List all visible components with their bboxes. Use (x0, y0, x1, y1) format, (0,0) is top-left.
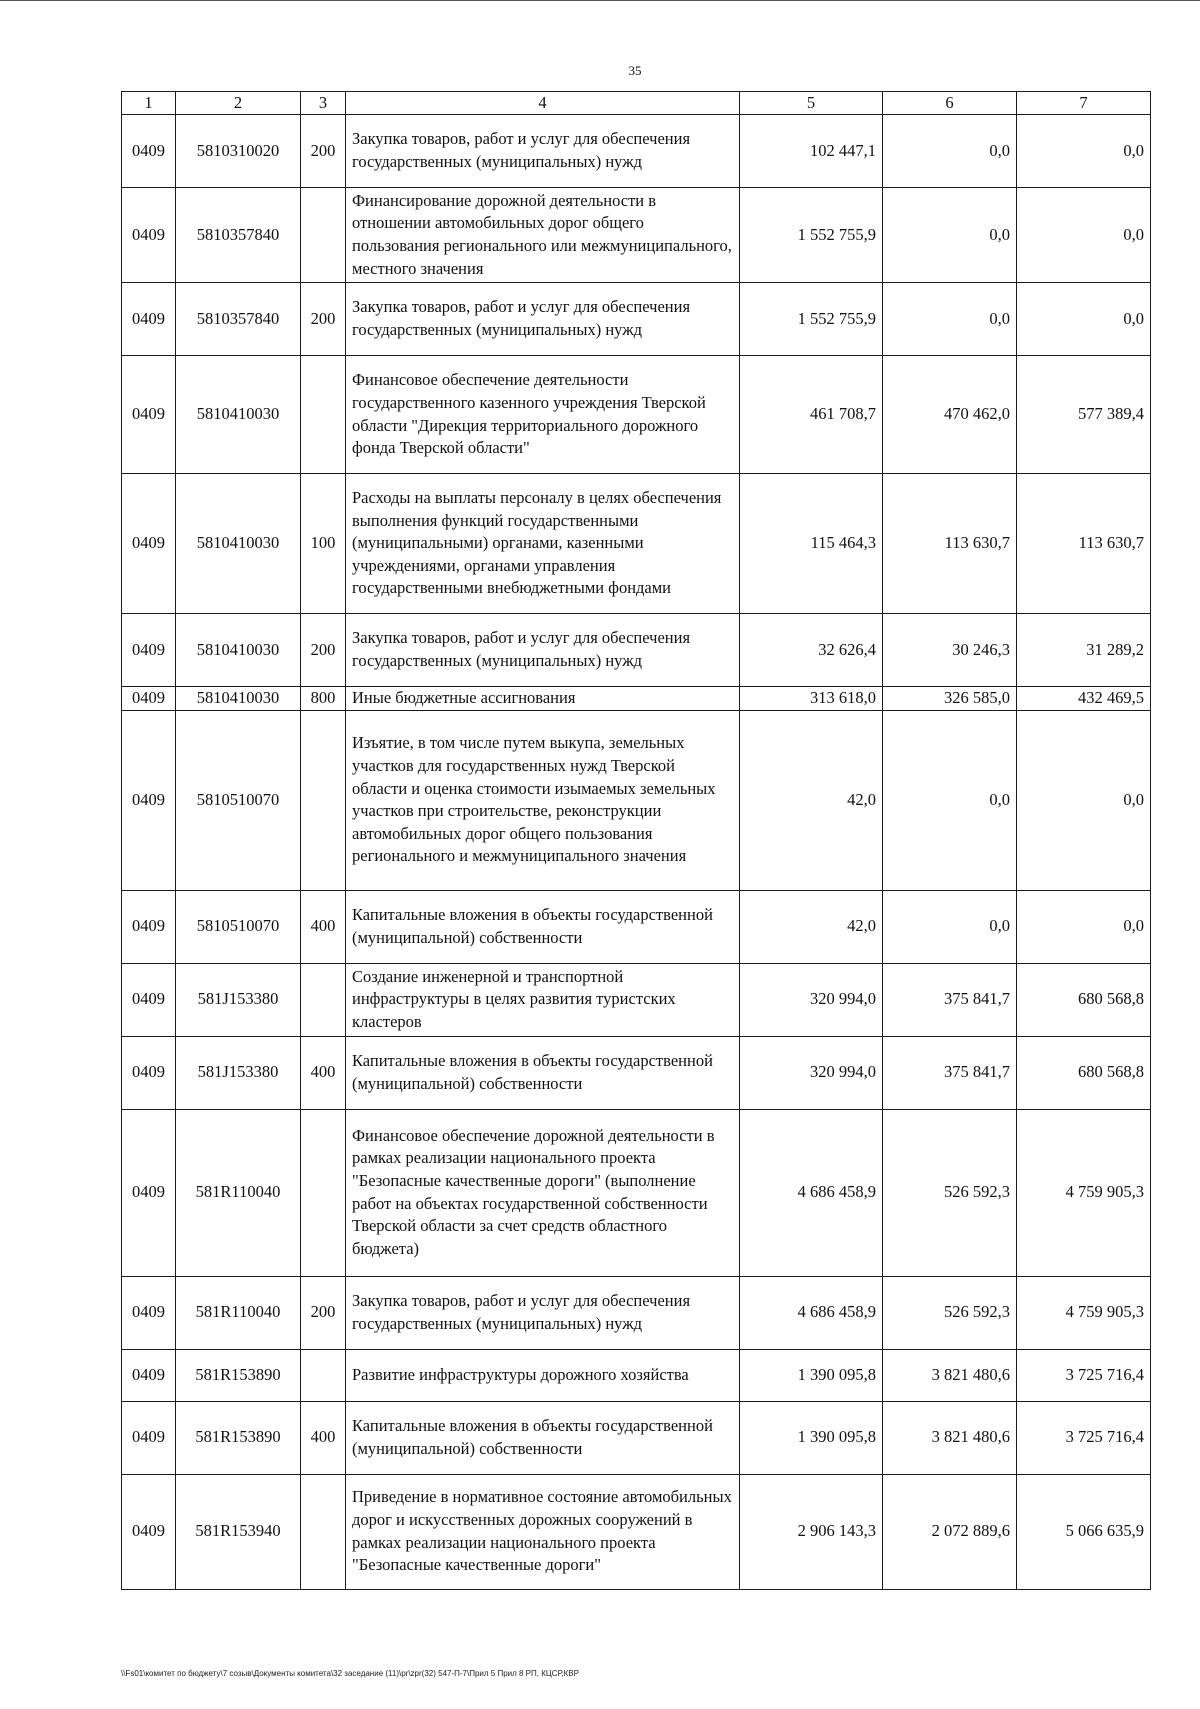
cell-amount-col5: 320 994,0 (740, 1036, 883, 1109)
column-header: 7 (1017, 92, 1151, 115)
column-header: 1 (122, 92, 176, 115)
cell-section-code: 0409 (122, 1401, 176, 1474)
cell-expense-type (301, 1109, 346, 1276)
cell-section-code: 0409 (122, 1349, 176, 1401)
cell-section-code: 0409 (122, 356, 176, 474)
column-header: 4 (346, 92, 740, 115)
table-row (122, 1276, 1151, 1349)
cell-expense-type: 200 (301, 614, 346, 687)
table-row (122, 283, 1151, 356)
cell-amount-col5: 320 994,0 (740, 963, 883, 1036)
cell-expense-type (301, 188, 346, 283)
cell-amount-col5: 102 447,1 (740, 115, 883, 188)
cell-amount-col6: 113 630,7 (883, 474, 1017, 614)
footer-file-path: \\Fs01\комитет по бюджету\7 созыв\Документы комитета\32 заседание (11)\pr\zpr(32) 547-П-7\Прил 5 Прил 8 РП, КЦСР,КВР (121, 1669, 579, 1678)
cell-amount-col5: 42,0 (740, 890, 883, 963)
table-row (122, 710, 1151, 890)
cell-target-code: 5810357840 (176, 283, 301, 356)
cell-amount-col7: 4 759 905,3 (1017, 1109, 1151, 1276)
cell-amount-col6: 526 592,3 (883, 1109, 1017, 1276)
cell-section-code: 0409 (122, 474, 176, 614)
cell-section-code: 0409 (122, 890, 176, 963)
cell-amount-col6: 3 821 480,6 (883, 1349, 1017, 1401)
cell-amount-col5: 115 464,3 (740, 474, 883, 614)
cell-description: Капитальные вложения в объекты государственной (муниципальной) собственности (346, 1401, 740, 1474)
cell-amount-col5: 1 552 755,9 (740, 188, 883, 283)
cell-amount-col7: 0,0 (1017, 890, 1151, 963)
cell-amount-col6: 0,0 (883, 710, 1017, 890)
cell-description: Закупка товаров, работ и услуг для обеспечения государственных (муниципальных) нужд (346, 283, 740, 356)
cell-expense-type (301, 356, 346, 474)
cell-target-code: 581R110040 (176, 1109, 301, 1276)
cell-amount-col7: 432 469,5 (1017, 687, 1151, 711)
cell-amount-col7: 680 568,8 (1017, 1036, 1151, 1109)
table-row (122, 687, 1151, 711)
cell-description: Расходы на выплаты персоналу в целях обеспечения выполнения функций государственными (муниципальными) органами, казенными учреждениями, органами управления государственными внебюджетными фондами (346, 474, 740, 614)
cell-target-code: 5810410030 (176, 474, 301, 614)
cell-amount-col6: 375 841,7 (883, 963, 1017, 1036)
cell-amount-col7: 3 725 716,4 (1017, 1401, 1151, 1474)
table-row (122, 356, 1151, 474)
cell-section-code: 0409 (122, 687, 176, 711)
cell-target-code: 5810310020 (176, 115, 301, 188)
table-row (122, 115, 1151, 188)
cell-amount-col7: 5 066 635,9 (1017, 1474, 1151, 1589)
table-row (122, 1474, 1151, 1589)
cell-amount-col6: 0,0 (883, 188, 1017, 283)
cell-amount-col5: 2 906 143,3 (740, 1474, 883, 1589)
cell-target-code: 5810510070 (176, 890, 301, 963)
table-row (122, 1401, 1151, 1474)
cell-target-code: 581R110040 (176, 1276, 301, 1349)
cell-expense-type (301, 710, 346, 890)
cell-target-code: 5810410030 (176, 687, 301, 711)
cell-amount-col5: 313 618,0 (740, 687, 883, 711)
column-header: 3 (301, 92, 346, 115)
cell-amount-col6: 0,0 (883, 283, 1017, 356)
cell-expense-type (301, 963, 346, 1036)
cell-target-code: 5810410030 (176, 614, 301, 687)
table-row (122, 1109, 1151, 1276)
cell-section-code: 0409 (122, 614, 176, 687)
cell-amount-col6: 0,0 (883, 890, 1017, 963)
cell-target-code: 5810510070 (176, 710, 301, 890)
cell-target-code: 581J153380 (176, 963, 301, 1036)
header-row (122, 92, 1151, 115)
table-row (122, 1349, 1151, 1401)
cell-section-code: 0409 (122, 1109, 176, 1276)
column-header: 6 (883, 92, 1017, 115)
cell-section-code: 0409 (122, 1036, 176, 1109)
cell-amount-col7: 0,0 (1017, 283, 1151, 356)
cell-amount-col5: 32 626,4 (740, 614, 883, 687)
cell-amount-col7: 113 630,7 (1017, 474, 1151, 614)
cell-amount-col6: 326 585,0 (883, 687, 1017, 711)
cell-amount-col7: 3 725 716,4 (1017, 1349, 1151, 1401)
cell-description: Закупка товаров, работ и услуг для обеспечения государственных (муниципальных) нужд (346, 115, 740, 188)
cell-amount-col6: 0,0 (883, 115, 1017, 188)
cell-target-code: 581R153890 (176, 1349, 301, 1401)
cell-expense-type: 200 (301, 283, 346, 356)
cell-amount-col5: 1 390 095,8 (740, 1349, 883, 1401)
cell-description: Закупка товаров, работ и услуг для обеспечения государственных (муниципальных) нужд (346, 614, 740, 687)
cell-section-code: 0409 (122, 710, 176, 890)
cell-expense-type: 200 (301, 115, 346, 188)
cell-description: Развитие инфраструктуры дорожного хозяйства (346, 1349, 740, 1401)
table-row (122, 474, 1151, 614)
budget-table (121, 91, 1151, 1590)
cell-section-code: 0409 (122, 115, 176, 188)
cell-description: Иные бюджетные ассигнования (346, 687, 740, 711)
column-header: 2 (176, 92, 301, 115)
cell-target-code: 5810357840 (176, 188, 301, 283)
cell-description: Финансирование дорожной деятельности в отношении автомобильных дорог общего пользования регионального или межмуниципального, местного значения (346, 188, 740, 283)
cell-expense-type (301, 1474, 346, 1589)
cell-amount-col7: 4 759 905,3 (1017, 1276, 1151, 1349)
cell-expense-type: 800 (301, 687, 346, 711)
cell-amount-col6: 526 592,3 (883, 1276, 1017, 1349)
cell-amount-col6: 30 246,3 (883, 614, 1017, 687)
cell-description: Финансовое обеспечение деятельности государственного казенного учреждения Тверской области "Дирекция территориального дорожного фонда Тверской области" (346, 356, 740, 474)
cell-section-code: 0409 (122, 283, 176, 356)
cell-amount-col5: 4 686 458,9 (740, 1109, 883, 1276)
cell-description: Финансовое обеспечение дорожной деятельности в рамках реализации национального проекта "Безопасные качественные дороги" (выполнение работ на объектах государственной собственности Тверской области за счет средств областного бюджета) (346, 1109, 740, 1276)
scan-edge-line (0, 0, 1200, 1)
cell-description: Капитальные вложения в объекты государственной (муниципальной) собственности (346, 890, 740, 963)
cell-amount-col6: 375 841,7 (883, 1036, 1017, 1109)
table-row (122, 1036, 1151, 1109)
cell-description: Изъятие, в том числе путем выкупа, земельных участков для государственных нужд Тверской области и оценка стоимости изымаемых земельных участков при строительстве, реконструкции автомобильных дорог общего пользования регионального и межмуниципального значения (346, 710, 740, 890)
cell-description: Закупка товаров, работ и услуг для обеспечения государственных (муниципальных) нужд (346, 1276, 740, 1349)
table-row (122, 188, 1151, 283)
cell-section-code: 0409 (122, 963, 176, 1036)
cell-expense-type: 400 (301, 1036, 346, 1109)
cell-expense-type: 100 (301, 474, 346, 614)
cell-amount-col5: 1 390 095,8 (740, 1401, 883, 1474)
table-row (122, 614, 1151, 687)
cell-section-code: 0409 (122, 1474, 176, 1589)
cell-section-code: 0409 (122, 1276, 176, 1349)
cell-expense-type: 400 (301, 890, 346, 963)
cell-amount-col6: 470 462,0 (883, 356, 1017, 474)
cell-target-code: 581J153380 (176, 1036, 301, 1109)
cell-expense-type: 400 (301, 1401, 346, 1474)
cell-description: Капитальные вложения в объекты государственной (муниципальной) собственности (346, 1036, 740, 1109)
cell-amount-col7: 0,0 (1017, 115, 1151, 188)
cell-amount-col7: 577 389,4 (1017, 356, 1151, 474)
cell-amount-col6: 2 072 889,6 (883, 1474, 1017, 1589)
cell-amount-col6: 3 821 480,6 (883, 1401, 1017, 1474)
cell-expense-type (301, 1349, 346, 1401)
cell-description: Приведение в нормативное состояние автомобильных дорог и искусственных дорожных сооружений в рамках реализации национального проекта "Безопасные качественные дороги" (346, 1474, 740, 1589)
cell-amount-col5: 1 552 755,9 (740, 283, 883, 356)
cell-target-code: 581R153890 (176, 1401, 301, 1474)
cell-amount-col7: 680 568,8 (1017, 963, 1151, 1036)
cell-target-code: 581R153940 (176, 1474, 301, 1589)
cell-section-code: 0409 (122, 188, 176, 283)
cell-amount-col5: 461 708,7 (740, 356, 883, 474)
cell-amount-col5: 42,0 (740, 710, 883, 890)
cell-expense-type: 200 (301, 1276, 346, 1349)
page-number: 35 (628, 63, 642, 78)
cell-description: Создание инженерной и транспортной инфраструктуры в целях развития туристских кластеров (346, 963, 740, 1036)
cell-target-code: 5810410030 (176, 356, 301, 474)
cell-amount-col5: 4 686 458,9 (740, 1276, 883, 1349)
column-header: 5 (740, 92, 883, 115)
table-row (122, 963, 1151, 1036)
cell-amount-col7: 0,0 (1017, 188, 1151, 283)
cell-amount-col7: 0,0 (1017, 710, 1151, 890)
table-row (122, 890, 1151, 963)
cell-amount-col7: 31 289,2 (1017, 614, 1151, 687)
